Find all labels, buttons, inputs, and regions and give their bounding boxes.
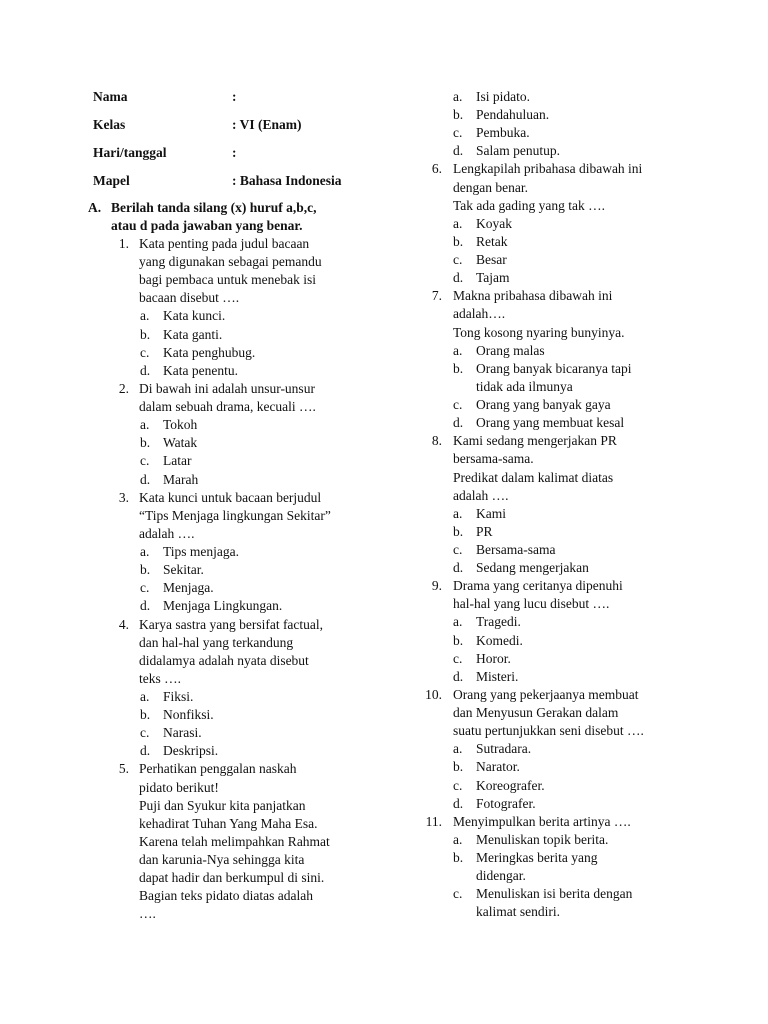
header-value: : VI (Enam): [232, 117, 302, 132]
question-number: 4.: [118, 616, 129, 632]
option-text: Fiksi.: [163, 689, 194, 704]
option-letter: c.: [453, 397, 463, 413]
question-text-continued: yang digunakan sebagai pemandu: [139, 254, 322, 270]
option-text: Menuliskan isi berita dengan: [476, 886, 633, 902]
option-text: Pembuka.: [476, 125, 530, 141]
option-text: Kami: [476, 505, 506, 521]
question-number: 10.: [425, 686, 442, 702]
option-letter: b.: [140, 707, 151, 723]
option-letter: c.: [453, 252, 463, 268]
question-text: Lengkapilah pribahasa dibawah ini: [453, 161, 643, 177]
question-text: Di bawah ini adalah unsur-unsur: [139, 380, 315, 396]
option-text: Besar: [476, 252, 507, 268]
question-text-continued: kehadirat Tuhan Yang Maha Esa.: [139, 815, 318, 831]
option-letter: a.: [140, 308, 150, 324]
option-text: Isi pidato.: [476, 89, 530, 104]
option-text: Kata penentu.: [163, 362, 238, 378]
question-text-continued: pidato berikut!: [139, 779, 219, 795]
option-letter: c.: [453, 125, 463, 141]
option-text: Koyak: [476, 215, 512, 231]
question-text-continued: “Tips Menjaga lingkungan Sekitar”: [139, 507, 331, 523]
option-text: PR: [476, 523, 493, 539]
question-text-continued: dalam sebuah drama, kecuali ….: [139, 399, 316, 415]
header-value: : Bahasa Indonesia: [232, 173, 342, 188]
option-letter: c.: [453, 777, 463, 793]
option-text-continued: didengar.: [476, 868, 526, 884]
question-number: 1.: [118, 236, 129, 251]
option-text: Menjaga.: [163, 580, 214, 596]
option-letter: a.: [140, 544, 150, 560]
option-text: Kata ganti.: [163, 326, 223, 342]
option-text: Narasi.: [163, 725, 202, 741]
question-text: Kata penting pada judul bacaan: [139, 236, 310, 251]
header-label: Kelas: [93, 117, 126, 132]
option-letter: a.: [453, 89, 463, 104]
question-text: Kata kunci untuk bacaan berjudul: [139, 489, 322, 505]
option-letter: d.: [140, 743, 151, 759]
option-letter: a.: [140, 689, 150, 704]
question-number: 8.: [431, 433, 442, 449]
option-text: Latar: [163, 453, 192, 469]
option-letter: b.: [453, 523, 464, 539]
header-label: Mapel: [93, 173, 130, 188]
option-text: Orang yang membuat kesal: [476, 415, 625, 431]
option-text: Watak: [163, 435, 198, 451]
header-value: :: [232, 145, 237, 160]
option-letter: d.: [453, 270, 464, 286]
option-letter: d.: [453, 668, 464, 684]
question-text-continued: dan hal-hal yang terkandung: [139, 634, 294, 650]
question-number: 2.: [118, 380, 129, 396]
option-text: Sutradara.: [476, 741, 532, 757]
option-text: Komedi.: [476, 632, 523, 648]
option-text: Sekitar.: [163, 562, 204, 578]
option-letter: c.: [140, 453, 150, 469]
question-text-continued: didalamya adalah nyata disebut: [139, 652, 309, 668]
option-text: Tips menjaga.: [163, 544, 240, 560]
question-text-continued: Tong kosong nyaring bunyinya.: [453, 324, 625, 340]
option-text: Menuliskan topik berita.: [476, 831, 609, 847]
option-text: Retak: [476, 233, 508, 249]
option-text: Tokoh: [163, 417, 198, 433]
option-letter: d.: [453, 143, 464, 159]
question-number: 6.: [431, 161, 442, 177]
question-number: 7.: [431, 288, 442, 304]
option-letter: c.: [140, 580, 150, 596]
header-value: :: [232, 89, 237, 104]
option-text: Meringkas berita yang: [476, 850, 598, 866]
option-text: Horor.: [476, 650, 511, 666]
question-text-continued: adalah….: [453, 306, 506, 322]
question-text-continued: ….: [139, 906, 156, 922]
question-text: Drama yang ceritanya dipenuhi: [453, 578, 623, 594]
section-letter: A.: [88, 200, 102, 215]
question-text-continued: dapat hadir dan berkumpul di sini.: [139, 870, 325, 886]
option-text: Kata penghubug.: [163, 344, 256, 360]
option-letter: b.: [453, 360, 464, 376]
question-number: 9.: [431, 578, 442, 594]
question-number: 11.: [425, 813, 442, 829]
question-text-continued: Karena telah melimpahkan Rahmat: [139, 833, 330, 849]
question-text: Kami sedang mengerjakan PR: [453, 433, 617, 449]
option-letter: b.: [453, 107, 464, 123]
option-text: Orang malas: [476, 342, 545, 358]
option-letter: a.: [453, 215, 463, 231]
question-number: 5.: [118, 761, 129, 777]
question-text-continued: dan karunia-Nya sehingga kita: [139, 852, 305, 868]
option-letter: b.: [453, 233, 464, 249]
option-letter: b.: [453, 850, 464, 866]
option-letter: a.: [453, 342, 463, 358]
option-text: Marah: [163, 471, 199, 487]
option-text: Narator.: [476, 759, 520, 775]
option-letter: c.: [453, 886, 463, 902]
option-text: Orang yang banyak gaya: [476, 397, 611, 413]
option-text: Kata kunci.: [163, 308, 226, 324]
question-text-continued: suatu pertunjukkan seni disebut ….: [453, 723, 644, 739]
option-letter: b.: [453, 759, 464, 775]
option-text-continued: kalimat sendiri.: [476, 904, 560, 920]
section-title-line-1: Berilah tanda silang (x) huruf a,b,c,: [111, 200, 317, 215]
question-text-continued: bagi pembaca untuk menebak isi: [139, 272, 316, 288]
question-text-continued: adalah ….: [139, 525, 195, 541]
question-text-continued: dan Menyusun Gerakan dalam: [453, 705, 619, 721]
option-letter: d.: [140, 362, 151, 378]
option-text: Tajam: [476, 270, 510, 286]
option-letter: d.: [453, 795, 464, 811]
question-text-continued: Tak ada gading yang tak ….: [453, 197, 606, 213]
option-letter: d.: [140, 471, 151, 487]
question-text-continued: Predikat dalam kalimat diatas: [453, 469, 614, 485]
question-number: 3.: [118, 489, 129, 505]
question-text: Perhatikan penggalan naskah: [139, 761, 297, 777]
option-letter: b.: [140, 435, 151, 451]
question-text-continued: Puji dan Syukur kita panjatkan: [139, 797, 306, 813]
question-text-continued: adalah ….: [453, 487, 509, 503]
option-text: Salam penutup.: [476, 143, 560, 159]
option-letter: d.: [453, 415, 464, 431]
option-letter: d.: [453, 560, 464, 576]
option-text-continued: tidak ada ilmunya: [476, 378, 573, 394]
question-text-continued: Bagian teks pidato diatas adalah: [139, 888, 313, 904]
option-text: Nonfiksi.: [163, 707, 214, 723]
option-text: Misteri.: [476, 668, 519, 684]
question-text-continued: bersama-sama.: [453, 451, 534, 467]
option-letter: b.: [140, 562, 151, 578]
option-letter: b.: [453, 632, 464, 648]
question-text: Menyimpulkan berita artinya ….: [453, 813, 631, 829]
question-text-continued: dengan benar.: [453, 179, 528, 195]
option-text: Sedang mengerjakan: [476, 560, 589, 576]
option-text: Orang banyak bicaranya tapi: [476, 360, 632, 376]
header-label: Hari/tanggal: [93, 145, 167, 160]
option-letter: c.: [140, 725, 150, 741]
option-letter: a.: [453, 741, 463, 757]
option-letter: a.: [453, 614, 463, 630]
question-text-continued: hal-hal yang lucu disebut ….: [453, 596, 610, 612]
question-text: Makna pribahasa dibawah ini: [453, 288, 613, 304]
option-letter: a.: [453, 505, 463, 521]
question-text-continued: bacaan disebut ….: [139, 290, 240, 306]
option-text: Fotografer.: [476, 795, 536, 811]
option-text: Pendahuluan.: [476, 107, 550, 123]
option-letter: d.: [140, 598, 151, 614]
option-text: Menjaga Lingkungan.: [163, 598, 283, 614]
option-text: Tragedi.: [476, 614, 521, 630]
question-text: Karya sastra yang bersifat factual,: [139, 616, 324, 632]
option-text: Deskripsi.: [163, 743, 219, 759]
option-letter: a.: [453, 831, 463, 847]
question-text-continued: teks ….: [139, 670, 181, 686]
option-text: Koreografer.: [476, 777, 545, 793]
option-text: Bersama-sama: [476, 542, 556, 557]
option-letter: c.: [453, 542, 463, 557]
option-letter: b.: [140, 326, 151, 342]
option-letter: a.: [140, 417, 150, 433]
option-letter: c.: [453, 650, 463, 666]
question-text: Orang yang pekerjaanya membuat: [453, 686, 639, 702]
header-label: Nama: [93, 89, 128, 104]
option-letter: c.: [140, 344, 150, 360]
section-title-line-2: atau d pada jawaban yang benar.: [111, 218, 303, 233]
